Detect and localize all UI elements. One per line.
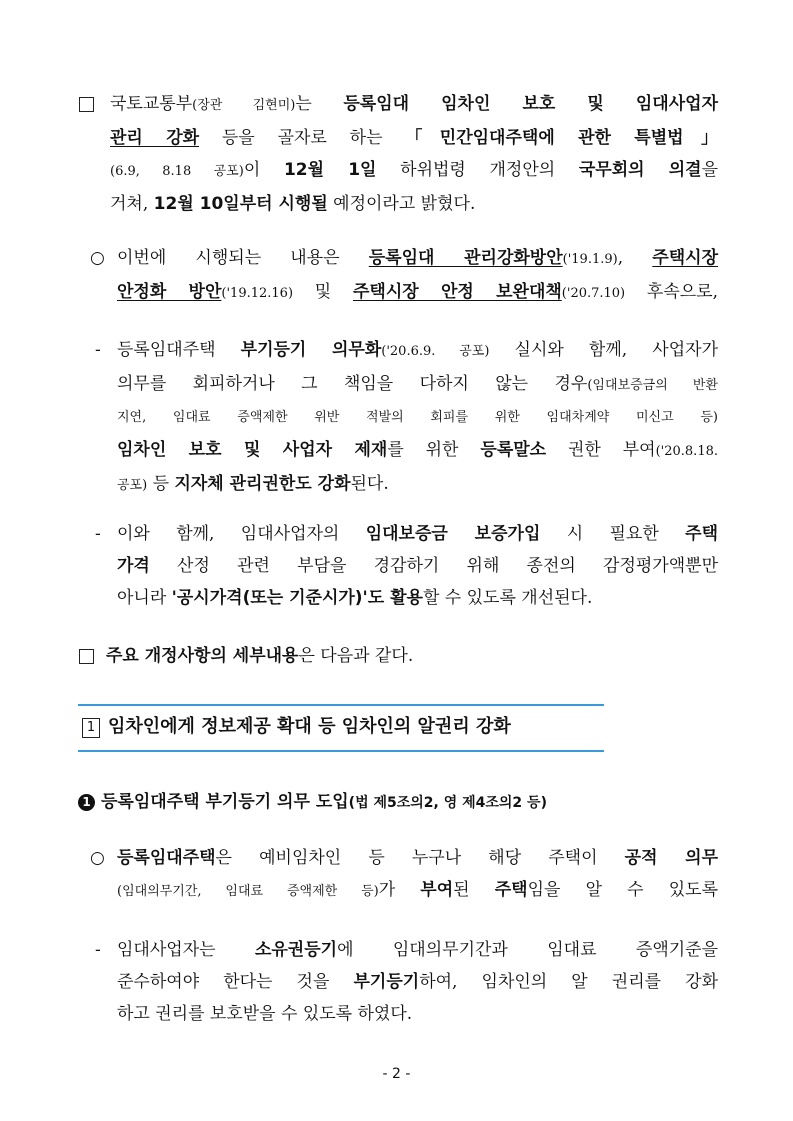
paragraph-summary: 주요 개정사항의 세부내용은 다음과 같다.: [106, 646, 414, 666]
paragraph-registration: 등록임대주택 부기등기 의무화('20.6.9. 공포) 실시와 함께, 사업자가 의무를 회피하거나 그 책임을 다하지 않는 경우(임대보증금의 반환 지연, 임대료 증액제한 위반 적발의 회피를 위한 임대차계약 미신고 등) 임차인 보호 및 사업자 제재를 위한 등록말소 권한 부여('20.8.18. 공포) 등 지자체 관리권한도 강화된다.: [117, 340, 718, 494]
page-number: - 2 -: [382, 1066, 411, 1082]
dash-marker: -: [95, 340, 101, 360]
subsection-title: 등록임대주택 부기등기 의무 도입: [101, 792, 349, 812]
paragraph-background: 이번에 시행되는 내용은 등록임대 관리강화방안('19.1.9), 주택시장 안정화 방안('19.12.16) 및 주택시장 안정 보완대책('20.7.10) 후속으로,: [117, 248, 719, 302]
paragraph-intro: 국토교통부(장관 김현미)는 등록임대 임차인 보호 및 임대사업자 관리 강화 등을 골자로 하는 「민간임대주택에 관한 특별법」 (6.9, 8.18 공포)이 12월 1일 하위법령 개정안의 국무회의 의결을 거쳐, 12월 10일부터 시행될 예정이라고 밝혔다.: [110, 94, 719, 214]
section-title: 임차인에게 정보제공 확대 등 임차인의 알권리 강화: [108, 716, 511, 737]
paragraph-ownership-registration: 임대사업자는 소유권등기에 임대의무기간과 임대료 증액기준을 준수하여야 한다는 것을 부기등기하여, 임차인의 알 권리를 강화 하고 권리를 보호받을 수 있도록 하였다.: [117, 940, 719, 1024]
circle-marker: ○: [90, 848, 105, 868]
circle-marker: ○: [90, 248, 105, 268]
subsection-reference: (법 제5조의2, 영 제4조의2 등): [348, 795, 547, 811]
dash-marker: -: [95, 524, 101, 544]
subsection-heading: [78, 788, 547, 817]
checkbox-marker: [79, 649, 94, 664]
paragraph-public-duty: 등록임대주택은 예비임차인 등 누구나 해당 주택이 공적 의무 (임대의무기간, 임대료 증액제한 등)가 부여된 주택임을 알 수 있도록: [117, 848, 718, 900]
section-number: 1: [82, 718, 100, 738]
checkbox-marker: [79, 97, 94, 112]
subsection-number: 1: [78, 794, 95, 811]
section-heading: [78, 704, 604, 752]
paragraph-deposit-guarantee: 이와 함께, 임대사업자의 임대보증금 보증가입 시 필요한 주택 가격 산정 관련 부담을 경감하기 위해 종전의 감정평가액뿐만 아니라 '공시가격(또는 기준시가)'도 활용할 수 있도록 개선된다.: [117, 524, 718, 608]
dash-marker: -: [95, 940, 101, 960]
